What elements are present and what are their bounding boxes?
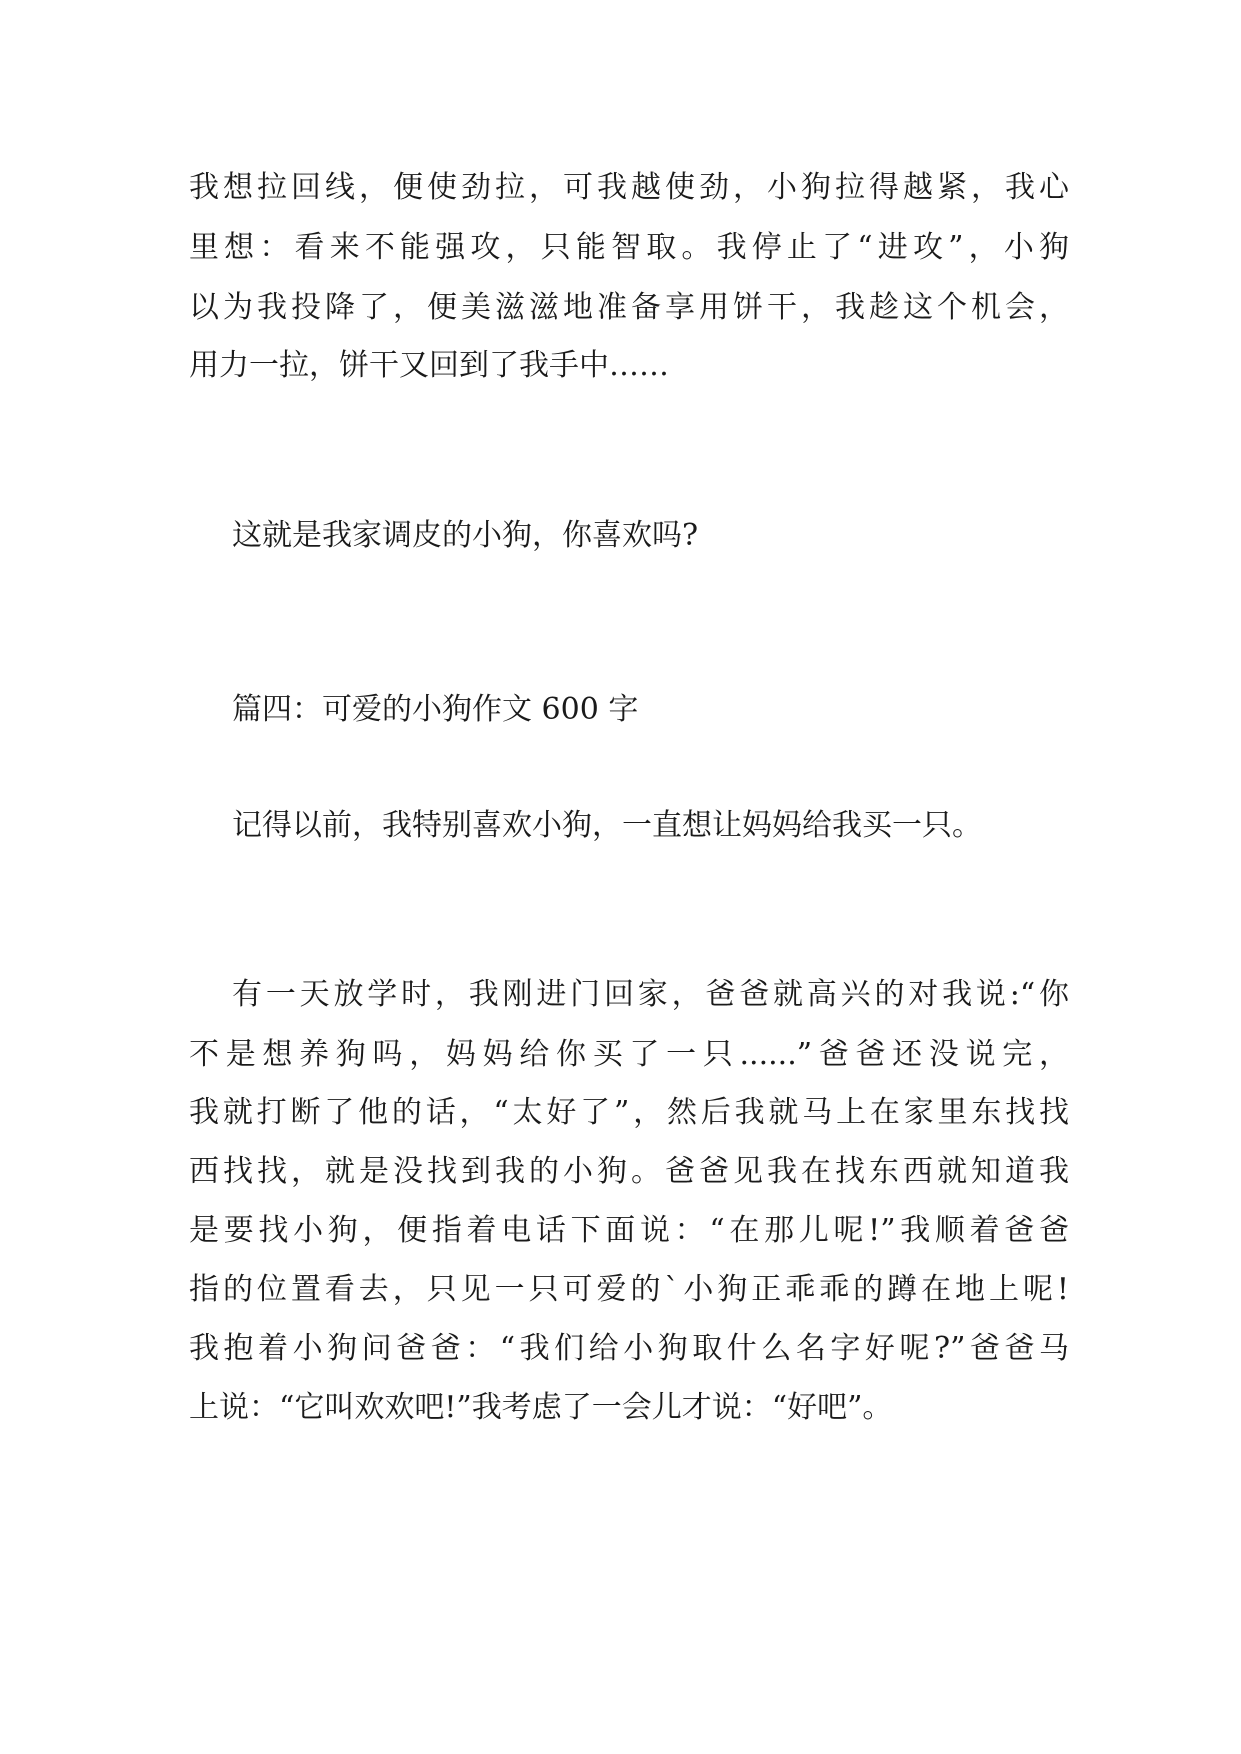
paragraph-1-line-2: 里想：看来不能强攻，只能智取。我停止了“进攻”，小狗 xyxy=(189,230,1069,265)
paragraph-4-line-3: 我就打断了他的话，“太好了”，然后我就马上在家里东找找 xyxy=(189,1095,1069,1130)
paragraph-4-line-5: 是要找小狗，便指着电话下面说：“在那儿呢!”我顺着爸爸 xyxy=(189,1213,1069,1248)
paragraph-1-line-4: 用力一拉，饼干又回到了我手中…… xyxy=(189,348,669,383)
paragraph-4-line-7: 我抱着小狗问爸爸：“我们给小狗取什么名字好呢?”爸爸马 xyxy=(189,1331,1069,1366)
paragraph-1-line-3: 以为我投降了，便美滋滋地准备享用饼干，我趁这个机会， xyxy=(189,290,1069,325)
section-heading: 篇四：可爱的小狗作文 600 字 xyxy=(232,692,639,727)
paragraph-1-line-1: 我想拉回线，便使劲拉，可我越使劲，小狗拉得越紧，我心 xyxy=(189,170,1069,205)
paragraph-2-line-1: 这就是我家调皮的小狗，你喜欢吗? xyxy=(232,518,699,553)
paragraph-4-line-1: 有一天放学时，我刚进门回家，爸爸就高兴的对我说:“你 xyxy=(232,977,1069,1012)
paragraph-4-line-8: 上说：“它叫欢欢吧!”我考虑了一会儿才说：“好吧”。 xyxy=(189,1390,893,1425)
paragraph-3-line-1: 记得以前，我特别喜欢小狗，一直想让妈妈给我买一只。 xyxy=(232,808,982,843)
paragraph-4-line-2: 不是想养狗吗，妈妈给你买了一只......”爸爸还没说完， xyxy=(189,1037,1069,1072)
paragraph-4-line-6: 指的位置看去，只见一只可爱的`小狗正乖乖的蹲在地上呢! xyxy=(189,1272,1069,1307)
paragraph-4-line-4: 西找找，就是没找到我的小狗。爸爸见我在找东西就知道我 xyxy=(189,1154,1069,1189)
